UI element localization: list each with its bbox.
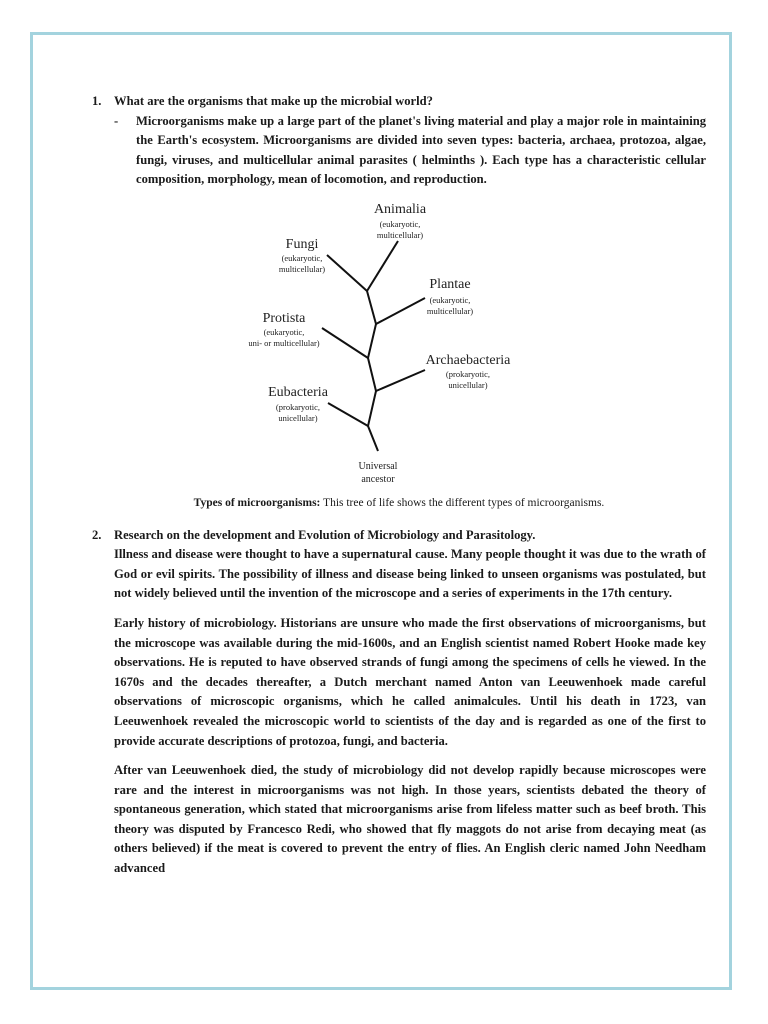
node-animalia-desc: (eukaryotic, [379, 218, 421, 229]
node-root: Universal [358, 460, 398, 472]
node-fungi-desc: (eukaryotic, [281, 252, 323, 263]
intro-paragraph: Illness and disease were thought to have a supernatural cause. Many people thought it was due to the wrath of God or evil spirits. The possibility of illness and disease being linked to unseen organisms was postulated, but not widely believed until the invention of the microscope and a series of experiments in the 17th century. [114, 547, 706, 601]
question-1-heading [92, 92, 706, 112]
node-animalia: Animalia [373, 201, 427, 217]
after-leeuwenhoek-paragraph: After van Leeuwenhoek died, the study of microbiology did not develop rapidly because microscopes were rare and the interest in microorganisms was not high. In those years, scientists debated the theory of spontaneous generation, which stated that microorganisms arise from lifeless matter such as beef broth. This theory was disputed by Francesco Redi, who showed that fly maggots do not arise from decaying meat (as others believed) if the meat is covered to prevent the entry of flies. An English cleric named John Needham advanced [114, 763, 706, 876]
branch-protista [322, 328, 368, 358]
node-protista-desc: (eukaryotic, [263, 326, 305, 337]
node-eubacteria-desc: (prokaryotic, [275, 401, 321, 412]
bullet-marker: - [114, 113, 119, 128]
node-eubacteria-desc: unicellular) [278, 412, 318, 423]
heading-text: Research on the development and Evolution of Microbiology and Parasitology. [114, 527, 536, 542]
node-plantae-desc: (eukaryotic, [429, 294, 471, 305]
node-archaebacteria: Archaebacteria [425, 352, 511, 368]
caption-text: This tree of life shows the different types of microorganisms. [320, 496, 605, 509]
node-protista-desc: uni- or multicellular) [248, 337, 320, 348]
figure-caption [92, 494, 706, 514]
list-number: 1. [92, 94, 102, 108]
document-body [92, 92, 706, 879]
node-fungi: Fungi [285, 236, 319, 252]
bullet-text: Microorganisms make up a large part of the planet's living material and play a major role in maintaining the Earth's ecosystem. Microorganisms are divided into seven types: bacteria, archaea, protozoa, algae, fungi, viruses, and multicellular animal parasites ( helminths ). Each type has a characteristic cellular composition, morphology, mean of locomotion, and reproduction. [136, 113, 706, 187]
node-archaebacteria-desc: unicellular) [448, 379, 488, 390]
node-animalia-desc: multicellular) [376, 229, 424, 240]
node-plantae: Plantae [429, 276, 471, 292]
node-eubacteria: Eubacteria [268, 384, 328, 400]
node-archaebacteria-desc: (prokaryotic, [445, 368, 491, 379]
branch-animalia [367, 241, 398, 291]
branch-archaebacteria [376, 370, 425, 391]
branch-fungi [327, 255, 367, 291]
early-history-paragraph: Early history of microbiology. Historians are unsure who made the first observations of microorganisms, but the microscope was available during the mid-1600s, and an English scientist named Robert Hooke made key observations. He is reputed to have observed strands of fungi among the specimens of cells he viewed. In the 1670s and the decades thereafter, a Dutch merchant named Anton van Leeuwenhoek made careful observations of microscopic organisms, which he called animalcules. Until his death in 1723, van Leeuwenhoek revealed the microscopic world to scientists of the day and is regarded as one of the first to provide accurate descriptions of protozoa, fungi, and bacteria. [114, 615, 706, 748]
caption-label: Types of microorganisms: [193, 496, 321, 509]
tree-branches [322, 241, 425, 451]
tree-of-life-figure [92, 190, 706, 490]
trunk [367, 291, 378, 451]
tree-diagram [92, 190, 706, 490]
node-fungi-desc: multicellular) [278, 263, 326, 274]
node-plantae-desc: multicellular) [426, 305, 474, 316]
question-2-heading [92, 526, 706, 546]
node-root: ancestor [361, 473, 395, 485]
branch-plantae [376, 298, 425, 324]
answer-1-bullet [114, 112, 706, 190]
node-protista: Protista [262, 310, 306, 326]
heading-text: What are the organisms that make up the microbial world? [114, 94, 433, 108]
list-number: 2. [92, 527, 102, 542]
branch-eubacteria [328, 403, 368, 426]
